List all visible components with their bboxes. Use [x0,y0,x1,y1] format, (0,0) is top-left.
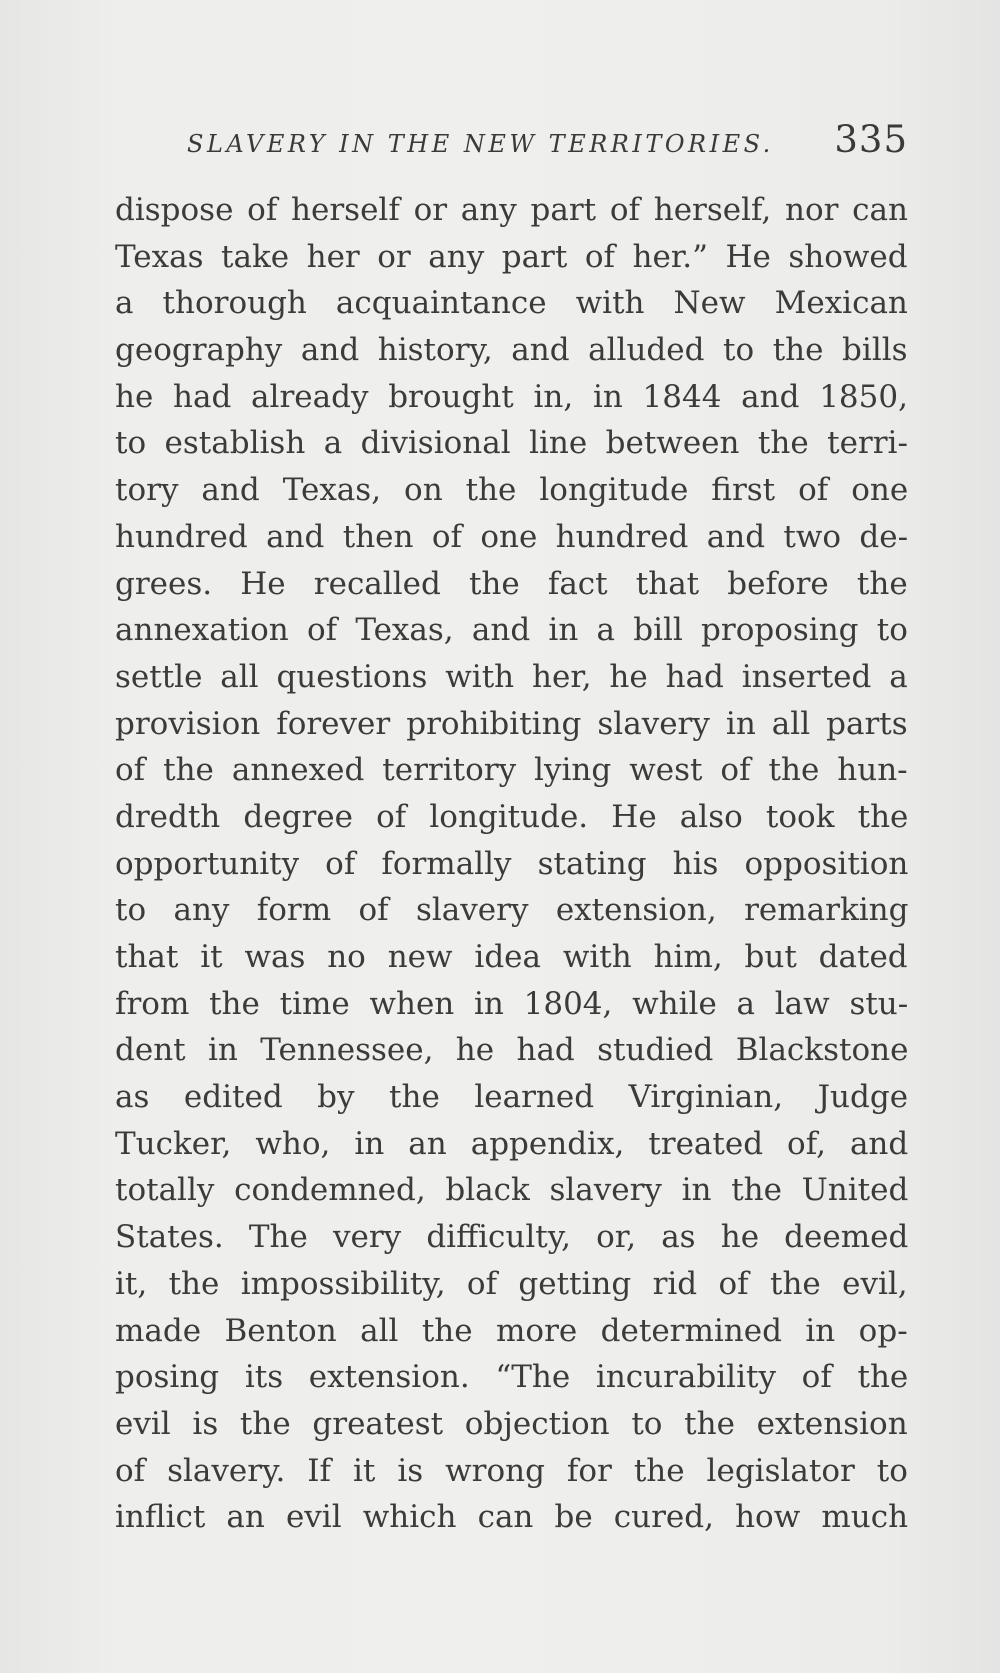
text-line: made Benton all the more determined in op- [115,1312,908,1349]
text-line: dispose of herself or any part of herself, nor can [115,192,908,228]
text-line: tory and Texas, on the longitude first of one [115,472,908,509]
text-line: of slavery. If it is wrong for the legislator to [115,1452,908,1489]
text-line: opportunity of formally stating his opposition [115,845,908,882]
text-line: dent in Tennessee, he had studied Blackstone [115,1032,908,1069]
running-title: SLAVERY IN THE NEW TERRITORIES. [187,130,774,158]
text-line: hundred and then of one hundred and two de- [115,518,908,555]
text-line: as edited by the learned Virginian, Judge [115,1079,908,1116]
text-line: Texas take her or any part of her.” He showed [115,238,908,275]
text-line: inflict an evil which can be cured, how much [115,1499,908,1536]
text-line: a thorough acquaintance with New Mexican [115,285,908,322]
body-text [115,187,908,1541]
text-line: States. The very difficulty, or, as he deemed [115,1219,908,1256]
text-line: grees. He recalled the fact that before the [115,565,908,602]
text-line: to establish a divisional line between the terri- [115,425,908,462]
text-line: geography and history, and alluded to the bills [115,332,908,369]
text-line: from the time when in 1804, while a law stu- [115,985,908,1022]
text-line: Tucker, who, in an appendix, treated of, and [115,1125,908,1162]
text-line: provision forever prohibiting slavery in all parts [115,705,908,742]
text-line: evil is the greatest objection to the extension [115,1405,908,1442]
text-line: he had already brought in, in 1844 and 1850, [115,378,908,415]
text-line: to any form of slavery extension, remarking [115,892,908,929]
text-line: posing its extension. “The incurability of the [115,1359,908,1396]
text-line: that it was no new idea with him, but dated [115,939,908,975]
text-line: of the annexed territory lying west of the hun- [115,752,908,789]
text-line: totally condemned, black slavery in the United [115,1172,908,1209]
text-line: settle all questions with her, he had inserted a [115,658,908,695]
page-number: 335 [834,118,908,161]
running-head [115,118,908,170]
text-line: dredth degree of longitude. He also took the [115,798,908,835]
text-line: annexation of Texas, and in a bill proposing to [115,612,908,649]
text-line: it, the impossibility, of getting rid of the evil, [115,1265,908,1302]
